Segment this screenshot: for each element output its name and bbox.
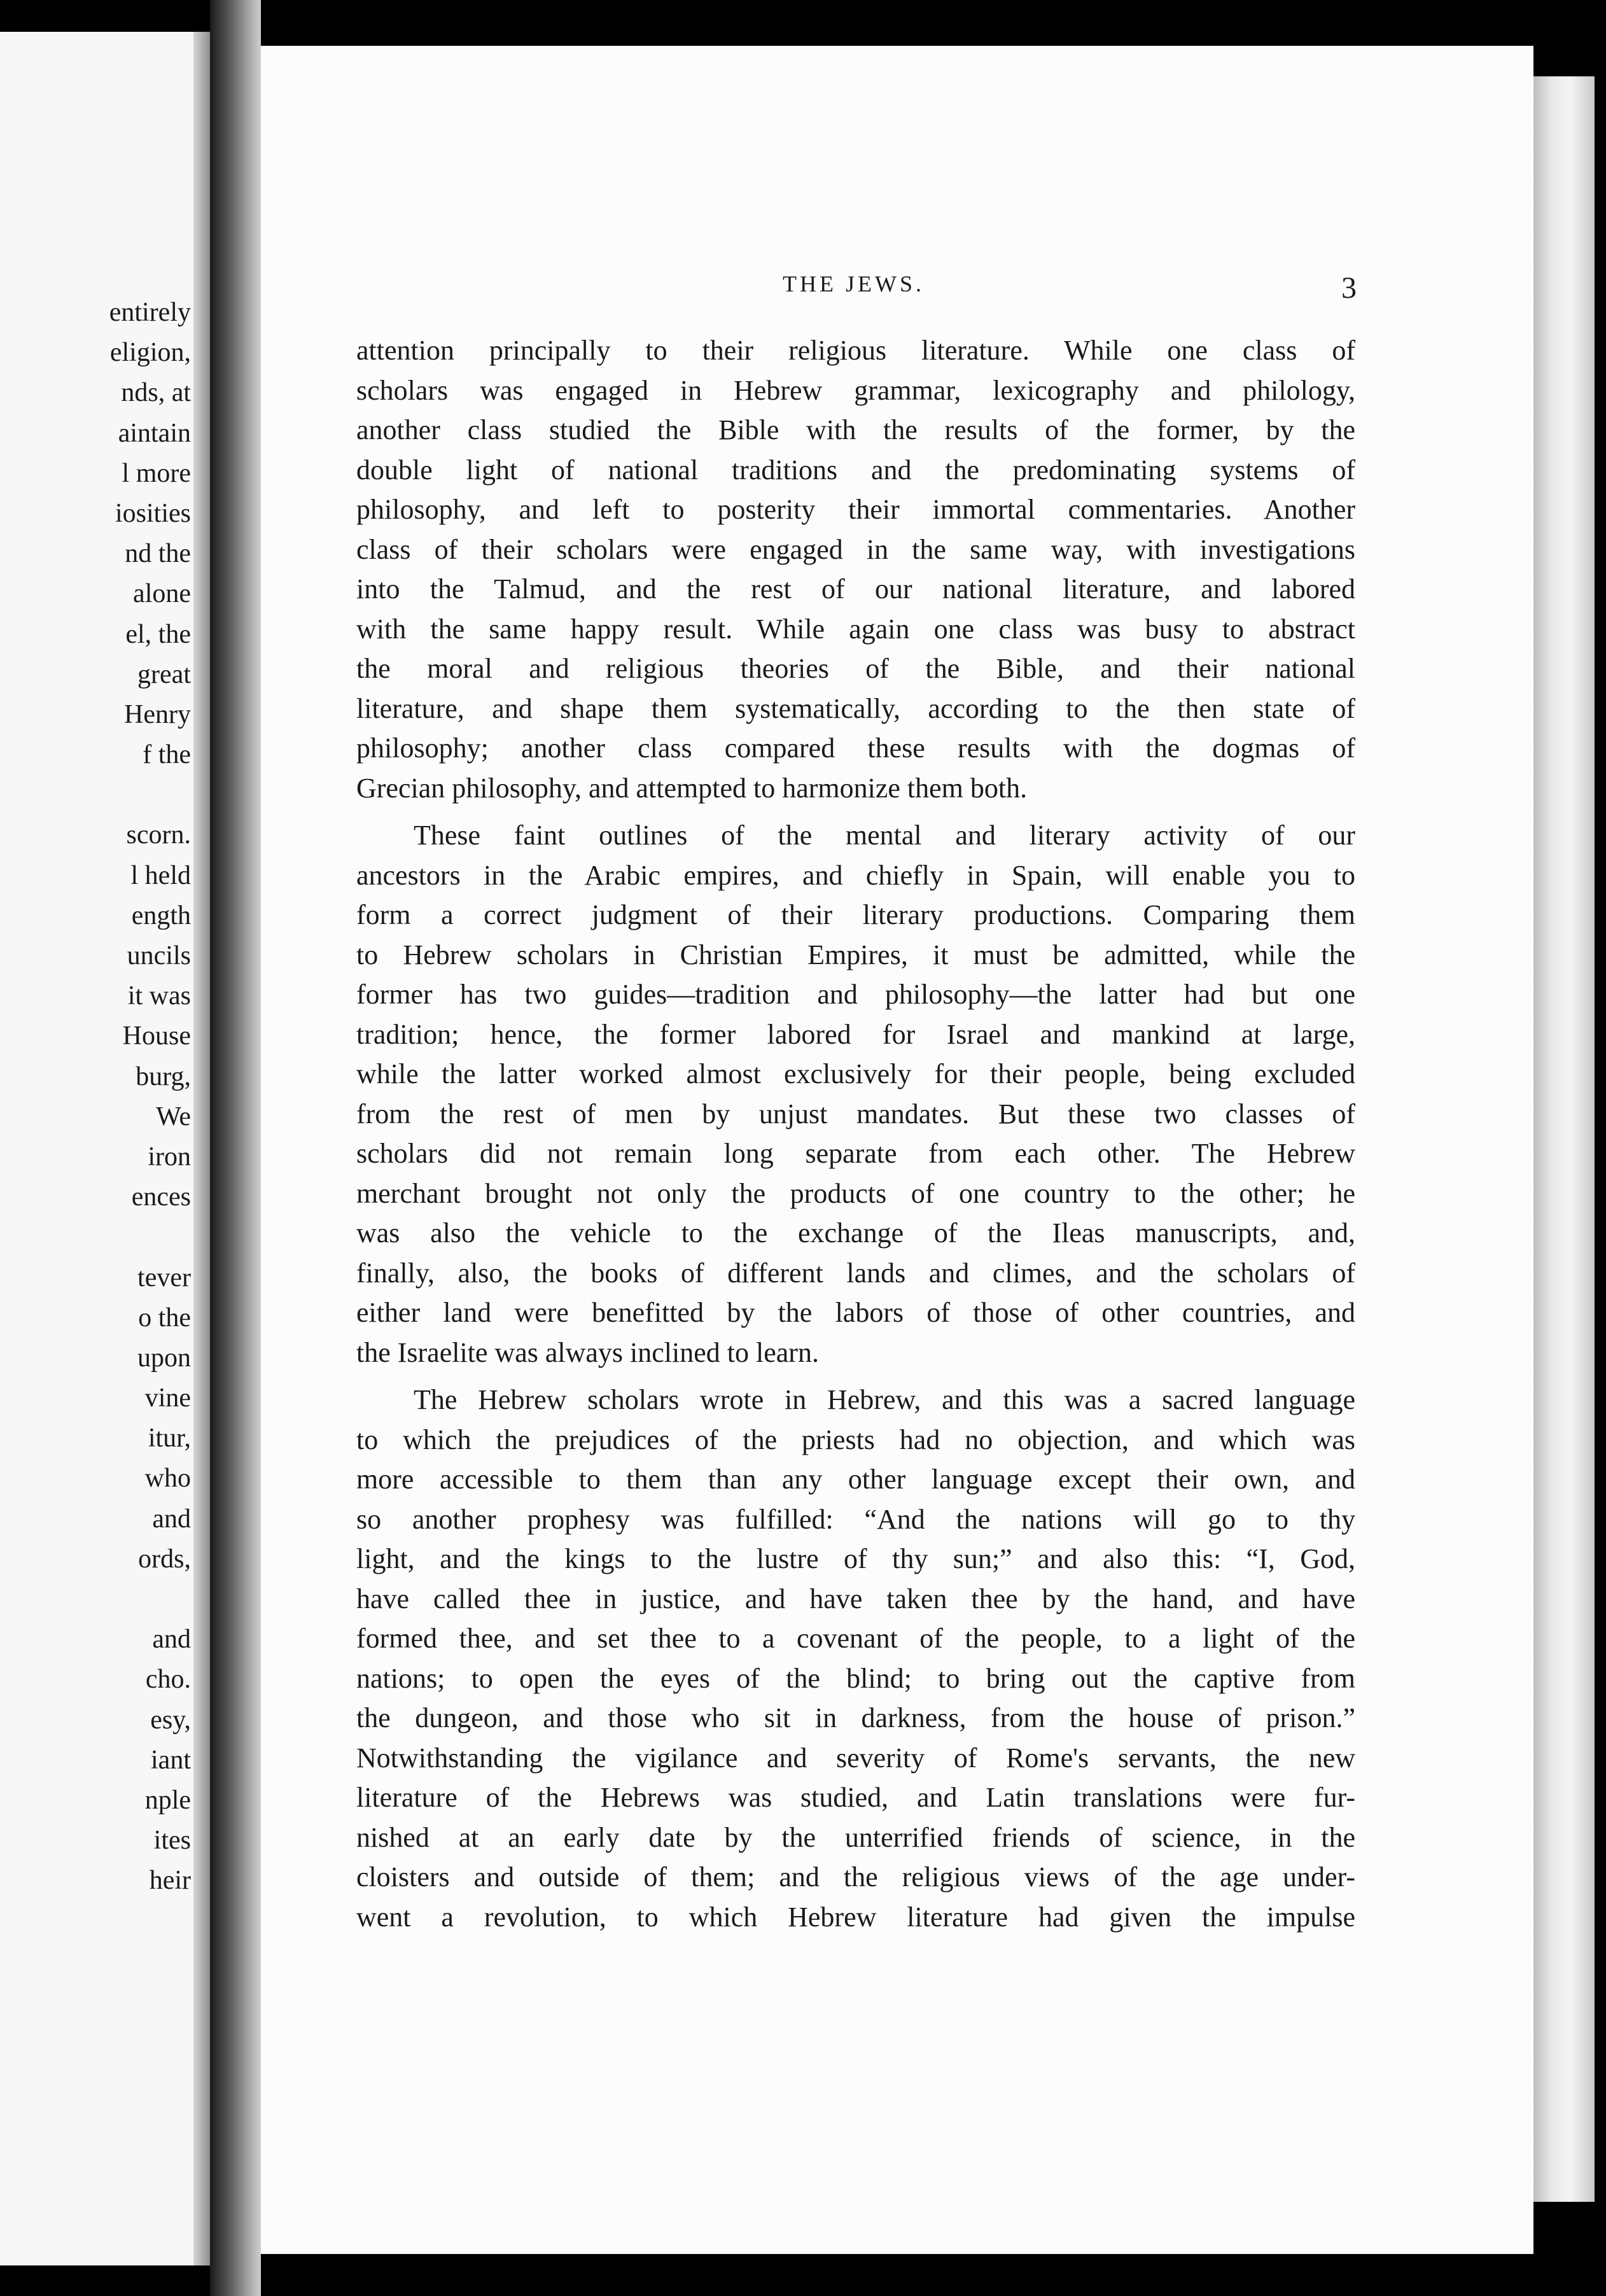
text-line: tradition; hence, the former labored for Israel and mankind at large, xyxy=(356,1018,1355,1050)
previous-page-line: uncils xyxy=(127,941,191,970)
blank-line xyxy=(0,1579,191,1620)
text-line: more accessible to them than any other language except their own, and xyxy=(356,1464,1355,1495)
text-line: philosophy, and left to posterity their immortal commentaries. Another xyxy=(356,494,1355,525)
text-line: former has two guides—tradition and philosophy—the latter had but one xyxy=(356,979,1355,1010)
previous-page-line: We xyxy=(156,1102,191,1131)
text-line: The Hebrew scholars wrote in Hebrew, and this was a sacred language xyxy=(414,1384,1355,1415)
page-right-edge xyxy=(1533,76,1595,2202)
text-line: to which the prejudices of the priests had no objection, and which was xyxy=(356,1424,1355,1455)
previous-page-line: vine xyxy=(144,1383,191,1413)
text-line: nations; to open the eyes of the blind; to bring out the captive from xyxy=(356,1662,1355,1694)
text-line: from the rest of men by unjust mandates. But these two classes of xyxy=(356,1098,1355,1130)
text-line: attention principally to their religious literature. While one class of xyxy=(356,335,1355,366)
previous-page-line: iant xyxy=(151,1745,191,1775)
text-line: light, and the kings to the lustre of thy sun;” and also this: “I, God, xyxy=(356,1543,1355,1574)
text-line: form a correct judgment of their literary productions. Comparing them xyxy=(356,899,1355,930)
previous-page-fragment xyxy=(0,32,210,2265)
previous-page-line: and xyxy=(152,1504,191,1534)
previous-page-line: aintain xyxy=(118,418,191,448)
paragraph xyxy=(356,1380,1355,1937)
text-line: merchant brought not only the products of one country to the other; he xyxy=(356,1177,1355,1209)
text-line: philosophy; another class compared these results with the dogmas of xyxy=(356,732,1355,764)
previous-page-line: ords, xyxy=(138,1544,191,1574)
text-line: the moral and religious theories of the Bible, and their national xyxy=(356,653,1355,684)
paragraph xyxy=(356,816,1355,1373)
previous-page-text xyxy=(0,293,191,1901)
text-line: finally, also, the books of different lands and climes, and the scholars of xyxy=(356,1257,1355,1289)
text-line: either land were benefitted by the labors of those of other countries, and xyxy=(356,1297,1355,1328)
blank-line xyxy=(0,775,191,815)
previous-page-line: tever xyxy=(137,1263,191,1292)
running-title: THE JEWS. xyxy=(783,271,925,297)
text-line: These faint outlines of the mental and literary activity of our xyxy=(414,820,1355,851)
previous-page-line: ites xyxy=(153,1826,191,1856)
previous-page-line: cho. xyxy=(145,1665,191,1695)
text-line: literature of the Hebrews was studied, and Latin translations were fur- xyxy=(356,1782,1355,1813)
text-line: nished at an early date by the unterrified friends of science, in the xyxy=(356,1821,1355,1853)
text-line: scholars did not remain long separate from each other. The Hebrew xyxy=(356,1138,1355,1169)
previous-page-edge xyxy=(193,32,210,2265)
text-line: cloisters and outside of them; and the religious views of the age under- xyxy=(356,1861,1355,1893)
body-text xyxy=(356,331,1355,1937)
blank-line xyxy=(0,1217,191,1257)
text-line: was also the vehicle to the exchange of the Ileas manuscripts, and, xyxy=(356,1217,1355,1249)
previous-page-line: iosities xyxy=(115,498,191,528)
previous-page-line: who xyxy=(144,1464,191,1494)
previous-page-line: ength xyxy=(131,900,191,930)
text-line: literature, and shape them systematically, according to the then state of xyxy=(356,692,1355,724)
text-line: with the same happy result. While again one class was busy to abstract xyxy=(356,613,1355,645)
text-line: Grecian philosophy, and attempted to harmonize them both. xyxy=(356,772,1028,804)
text-line: into the Talmud, and the rest of our national literature, and labored xyxy=(356,573,1355,605)
text-line: so another prophesy was fulfilled: “And the nations will go to thy xyxy=(356,1503,1355,1535)
book-gutter xyxy=(210,0,261,2296)
previous-page-line: esy, xyxy=(150,1705,191,1735)
previous-page-line: alone xyxy=(133,579,191,609)
previous-page-line: Henry xyxy=(124,699,191,729)
text-line: double light of national traditions and the predominating systems of xyxy=(356,454,1355,486)
text-line: while the latter worked almost exclusively for their people, being excluded xyxy=(356,1058,1355,1089)
previous-page-line: House xyxy=(122,1021,191,1051)
previous-page-line: ences xyxy=(131,1182,191,1212)
text-line: the dungeon, and those who sit in darkness, from the house of prison.” xyxy=(356,1702,1355,1733)
text-line: class of their scholars were engaged in the same way, with investigations xyxy=(356,533,1355,565)
text-line: ancestors in the Arabic empires, and chiefly in Spain, will enable you to xyxy=(356,859,1355,891)
page-number: 3 xyxy=(1341,271,1357,305)
previous-page-line: nple xyxy=(144,1785,191,1815)
previous-page-line: it was xyxy=(127,981,191,1011)
previous-page-line: l more xyxy=(122,458,191,488)
paragraph xyxy=(356,331,1355,808)
text-line: the Israelite was always inclined to learn. xyxy=(356,1336,819,1368)
previous-page-line: el, the xyxy=(125,619,191,649)
previous-page-line: iron xyxy=(148,1142,191,1172)
previous-page-line: itur, xyxy=(148,1424,191,1453)
previous-page-line: heir xyxy=(149,1866,191,1896)
previous-page-line: o the xyxy=(138,1303,191,1333)
previous-page-line: burg, xyxy=(136,1061,191,1091)
previous-page-line: and xyxy=(152,1625,191,1655)
text-line: Notwithstanding the vigilance and severity of Rome's servants, the new xyxy=(356,1742,1355,1774)
previous-page-line: l held xyxy=(130,860,191,890)
text-line: went a revolution, to which Hebrew literature had given the impulse xyxy=(356,1901,1355,1933)
text-line: scholars was engaged in Hebrew grammar, lexicography and philology, xyxy=(356,374,1355,406)
text-line: have called thee in justice, and have taken thee by the hand, and have xyxy=(356,1583,1355,1614)
previous-page-line: upon xyxy=(137,1343,191,1373)
text-line: formed thee, and set thee to a covenant of the people, to a light of the xyxy=(356,1623,1355,1654)
previous-page-line: nds, at xyxy=(121,378,191,408)
previous-page-line: eligion, xyxy=(109,338,191,368)
previous-page-line: entirely xyxy=(109,298,191,327)
previous-page-line: great xyxy=(137,659,191,689)
previous-page-line: nd the xyxy=(125,539,191,569)
previous-page-line: f the xyxy=(143,740,191,770)
previous-page-line: scorn. xyxy=(126,820,191,850)
text-line: to Hebrew scholars in Christian Empires, it must be admitted, while the xyxy=(356,939,1355,970)
text-line: another class studied the Bible with the results of the former, by the xyxy=(356,414,1355,445)
